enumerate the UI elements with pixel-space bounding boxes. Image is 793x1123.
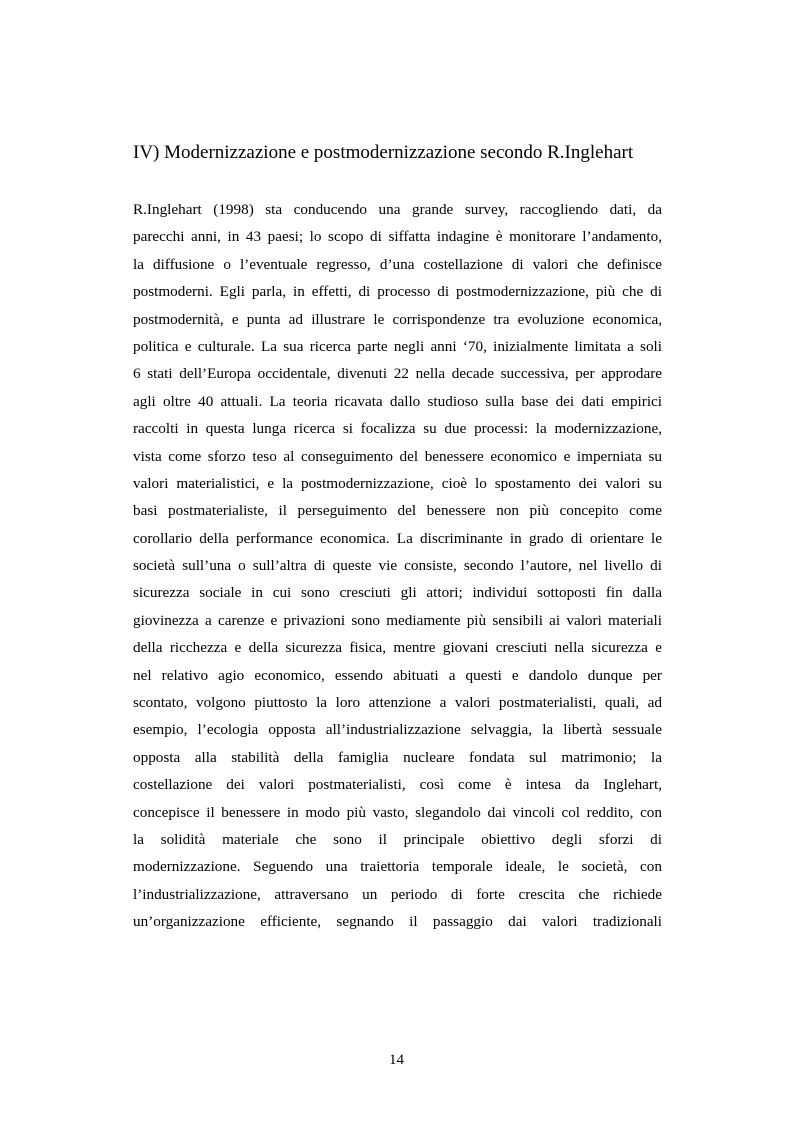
text-line: opposta alla stabilità della famiglia nucleare fondata sul matrimonio; la	[133, 748, 662, 766]
text-line: la diffusione o l’eventuale regresso, d’una costellazione di valori che definisce	[133, 255, 662, 273]
text-line: postmoderni. Egli parla, in effetti, di processo di postmodernizzazione, più che di	[133, 283, 662, 301]
text-line: corollario della performance economica. La discriminante in grado di orientare le	[133, 529, 662, 547]
text-line: R.Inglehart (1998) sta conducendo una grande survey, raccogliendo dati, da	[133, 201, 662, 218]
text-line: la solidità materiale che sono il principale obiettivo degli sforzi di	[133, 830, 662, 848]
text-line: società sull’una o sull’altra di queste vie consiste, secondo l’autore, nel livello di	[133, 557, 662, 575]
text-line: esempio, l’ecologia opposta all’industrializzazione selvaggia, la libertà sessuale	[133, 721, 662, 739]
text-line: agli oltre 40 attuali. La teoria ricavata dallo studioso sulla base dei dati empirici	[133, 392, 662, 410]
text-line: della ricchezza e della sicurezza fisica, mentre giovani cresciuti nella sicurezza e	[133, 639, 662, 657]
text-line: basi postmaterialiste, il perseguimento del benessere non più concepito come	[133, 502, 662, 520]
text-line: l’industrializzazione, attraversano un periodo di forte crescita che richiede	[133, 885, 662, 903]
text-line: politica e culturale. La sua ricerca parte negli anni ‘70, inizialmente limitata a soli	[133, 337, 662, 355]
text-line: costellazione dei valori postmaterialisti, così come è intesa da Inglehart,	[133, 776, 662, 794]
text-line: concepisce il benessere in modo più vasto, slegandolo dai vincoli col reddito, con	[133, 803, 662, 821]
text-line: vista come sforzo teso al conseguimento del benessere economico e imperniata su	[133, 447, 662, 465]
text-line: un’organizzazione efficiente, segnando il passaggio dai valori tradizionali	[133, 913, 662, 931]
text-line: 6 stati dell’Europa occidentale, divenuti 22 nella decade successiva, per approdare	[133, 365, 662, 383]
section-title: IV) Modernizzazione e postmodernizzazione secondo R.Inglehart	[133, 142, 634, 163]
text-line: valori materialistici, e la postmodernizzazione, cioè lo spostamento dei valori su	[133, 474, 662, 492]
text-line: modernizzazione. Seguendo una traiettoria temporale ideale, le società, con	[133, 858, 662, 876]
text-line: giovinezza a carenze e privazioni sono mediamente più sensibili ai valori materiali	[133, 611, 662, 629]
text-line: nel relativo agio economico, essendo abituati a questi e dandolo dunque per	[133, 666, 662, 684]
text-line: sicurezza sociale in cui sono cresciuti gli attori; individui sottoposti fin dalla	[133, 584, 662, 602]
text-line: raccolti in questa lunga ricerca si focalizza su due processi: la modernizzazione,	[133, 420, 662, 438]
page-number: 14	[389, 1052, 404, 1068]
text-line: parecchi anni, in 43 paesi; lo scopo di siffatta indagine è monitorare l’andamento,	[133, 228, 662, 246]
body-paragraph	[133, 196, 662, 936]
text-line: scontato, volgono piuttosto la loro attenzione a valori postmaterialisti, quali, ad	[133, 694, 662, 712]
text-line: postmodernità, e punta ad illustrare le corrispondenze tra evoluzione economica,	[133, 310, 662, 328]
